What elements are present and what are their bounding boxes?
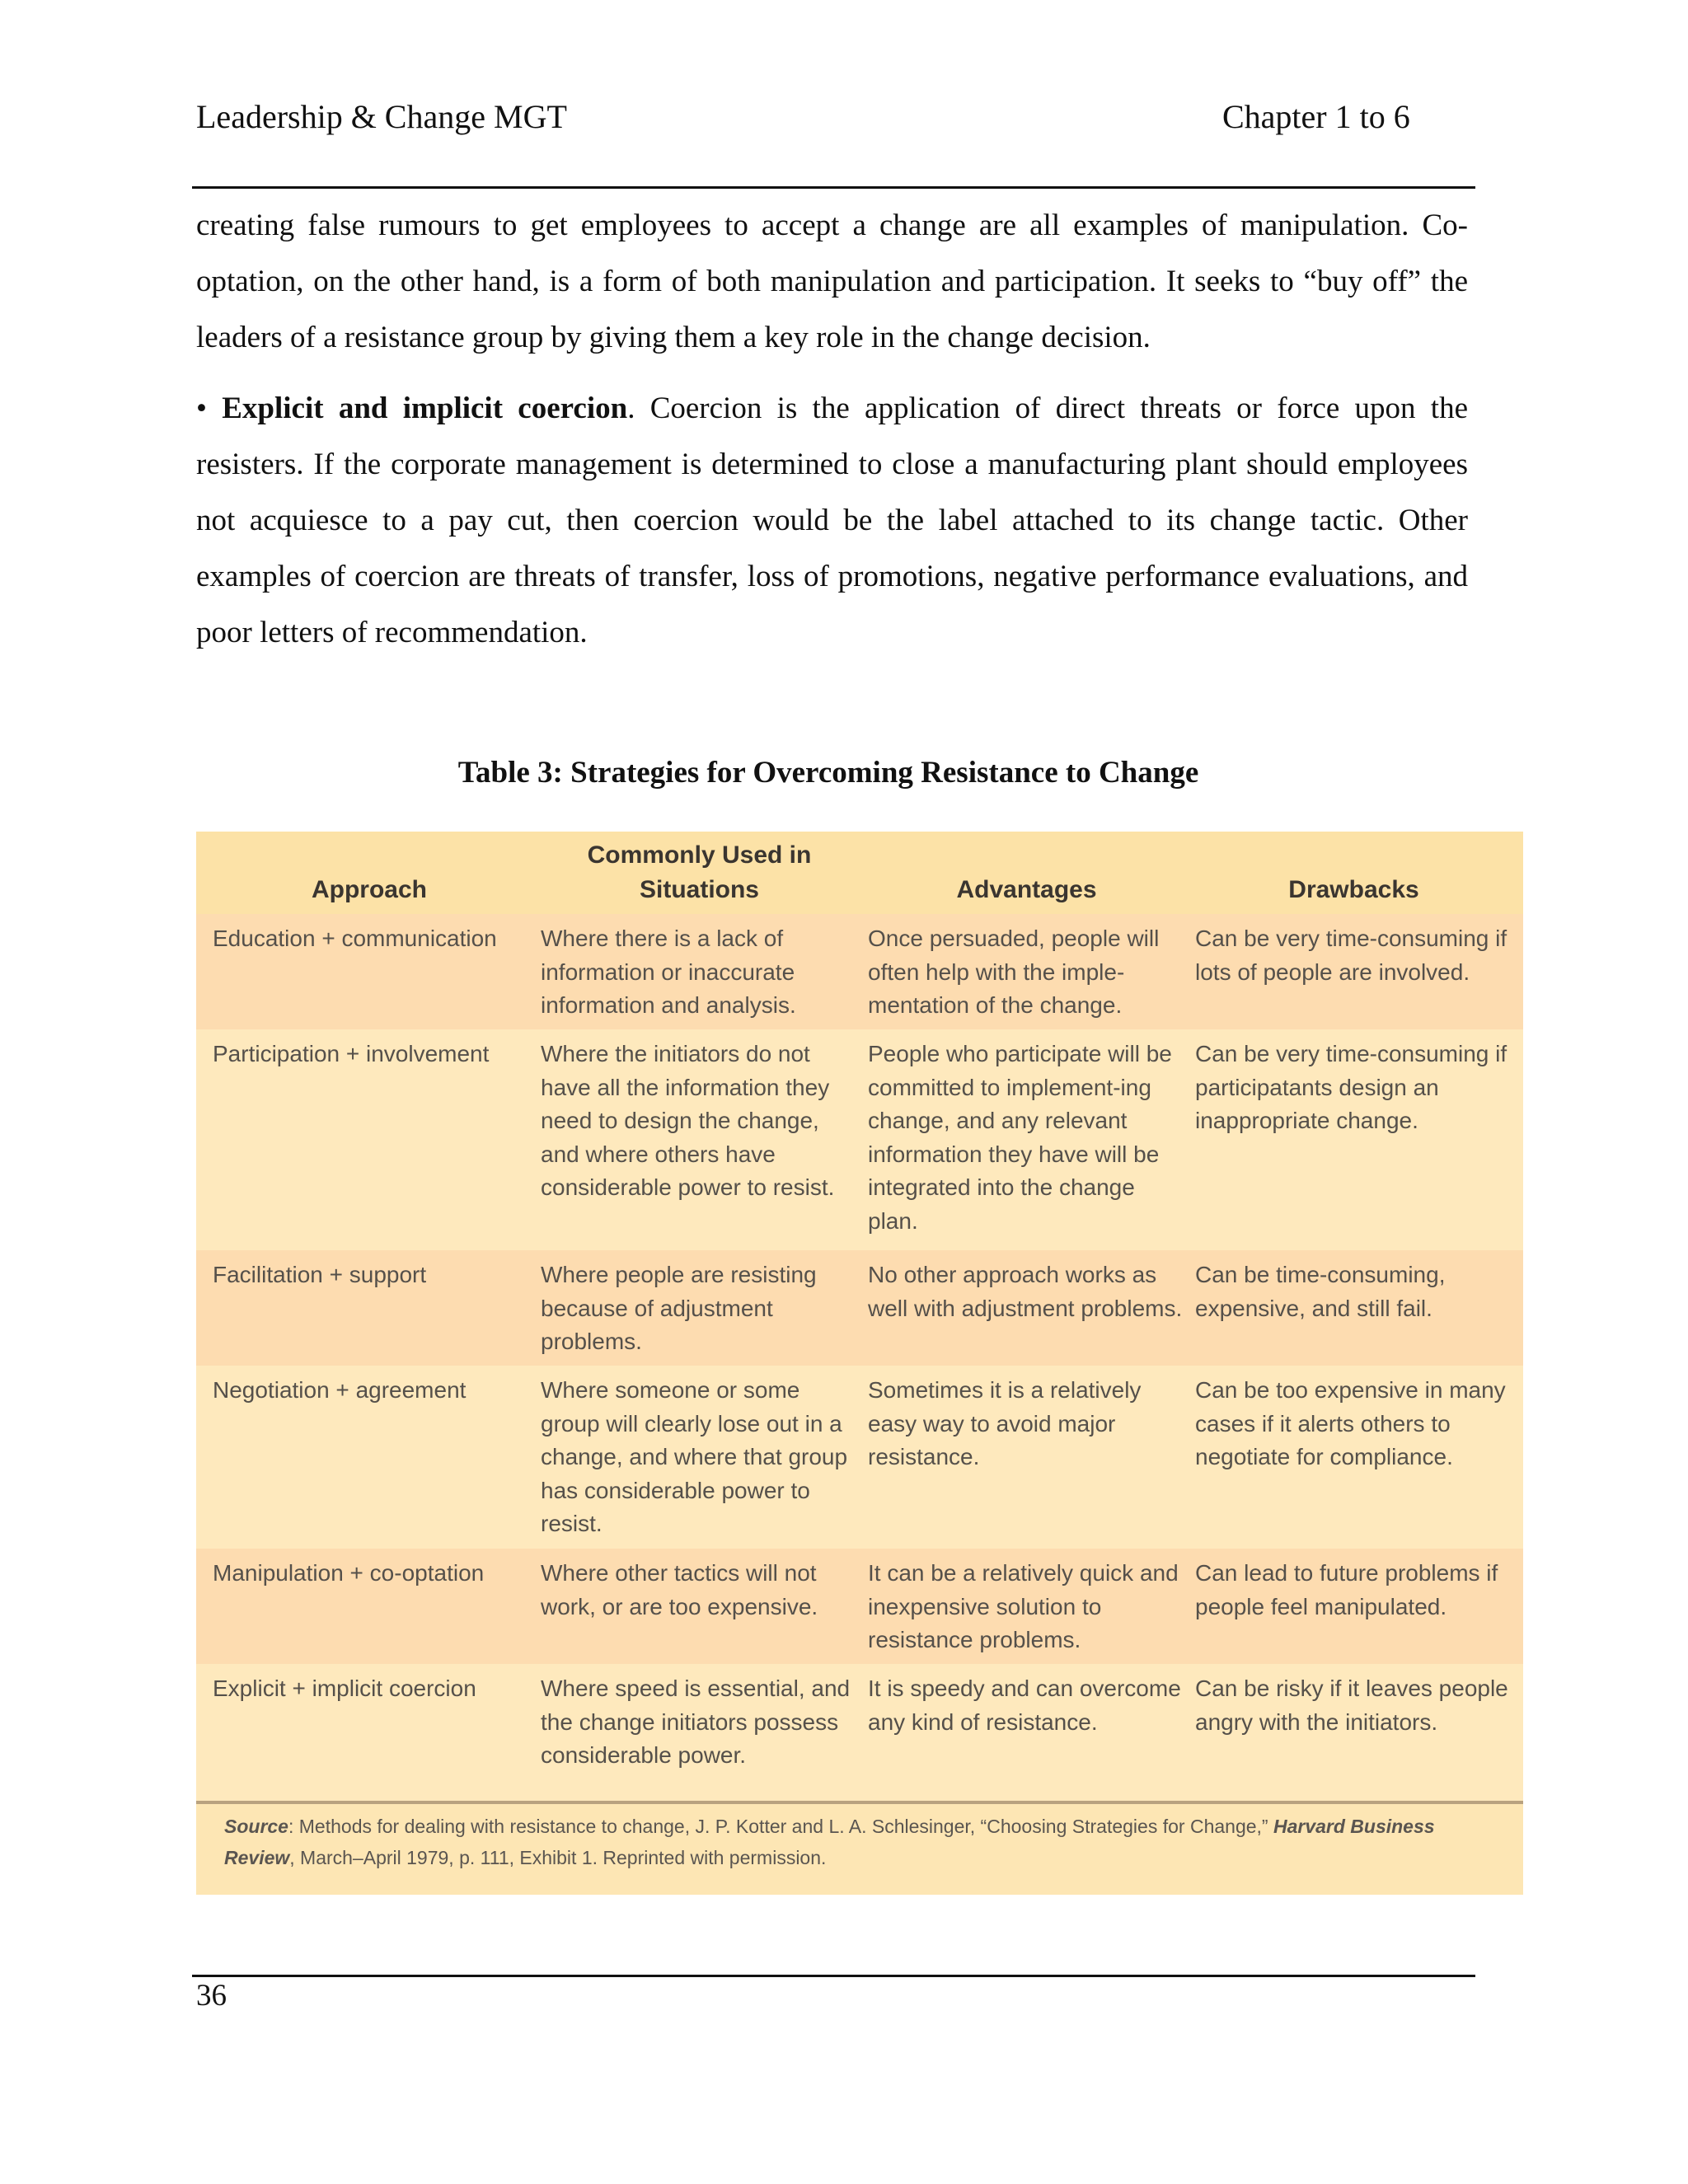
cell-approach: Participation + involvement: [213, 1041, 490, 1066]
cell-advantages: It is speedy and can overcome any kind of resistance.: [868, 1675, 1181, 1735]
table-header-row: [196, 832, 1523, 914]
strategies-table: [196, 832, 1523, 1895]
table-row: [196, 1549, 1523, 1664]
paragraph-text: . Coercion is the application of direct threats or force upon the resisters. If the corporate management is determined to close a manufacturing plant should employees not acquiesce to a pay cut, then coercion would be the label attached to its change tactic. Other examples of coercion are threats of transfer, loss of promotions, negative performance evaluations, and poor letters of recommendation.: [196, 391, 1468, 649]
footer-rule: [192, 1975, 1475, 1977]
header-approach: Approach: [311, 876, 427, 903]
table-source-note: [224, 1811, 1510, 1873]
cell-situations: Where speed is essential, and the change initiators possess considerable power.: [541, 1675, 851, 1768]
cell-advantages: Once persuaded, people will often help with the imple-mentation of the change.: [868, 926, 1160, 1018]
cell-situations: Where there is a lack of information or inaccurate information and analysis.: [541, 926, 796, 1018]
coercion-term: Explicit and implicit coercion: [222, 391, 628, 425]
source-label: Source: [224, 1816, 288, 1837]
header-drawbacks: Drawbacks: [1288, 876, 1419, 903]
cell-situations: Where other tactics will not work, or are too expensive.: [541, 1560, 818, 1619]
table-row: [196, 914, 1523, 1029]
cell-advantages: It can be a relatively quick and inexpensive solution to resistance problems.: [868, 1560, 1179, 1652]
paragraph-coercion: [196, 381, 1468, 661]
table-row: [196, 1664, 1523, 1801]
cell-drawbacks: Can be time-consuming, expensive, and still fail.: [1195, 1262, 1446, 1321]
header-book-title: Leadership & Change MGT: [196, 98, 567, 135]
cell-situations: Where people are resisting because of adjustment problems.: [541, 1262, 817, 1354]
header-situations: Commonly Used in Situations: [587, 841, 812, 903]
cell-approach: Manipulation + co-optation: [213, 1560, 485, 1586]
table-row: [196, 1029, 1523, 1250]
cell-approach: Explicit + implicit coercion: [213, 1675, 476, 1701]
cell-drawbacks: Can be very time-consuming if participatants design an inappropriate change.: [1195, 1041, 1507, 1133]
cell-advantages: No other approach works as well with adjustment problems.: [868, 1262, 1183, 1321]
cell-situations: Where someone or some group will clearly lose out in a change, and where that group has considerable power to resist.: [541, 1377, 848, 1536]
source-rule: [196, 1801, 1523, 1804]
cell-advantages: Sometimes it is a relatively easy way to avoid major resistance.: [868, 1377, 1142, 1469]
cell-drawbacks: Can be too expensive in many cases if it alerts others to negotiate for compliance.: [1195, 1377, 1506, 1469]
source-tail: , March–April 1979, p. 111, Exhibit 1. Reprinted with permission.: [289, 1847, 827, 1868]
header-chapter: Chapter 1 to 6: [1222, 98, 1410, 135]
cell-approach: Facilitation + support: [213, 1262, 427, 1287]
cell-situations: Where the initiators do not have all the information they need to design the change, and where others have considerable power to resist.: [541, 1041, 835, 1200]
cell-drawbacks: Can be very time-consuming if lots of people are involved.: [1195, 926, 1507, 985]
header-rule: [192, 186, 1475, 189]
header-advantages: Advantages: [956, 876, 1097, 903]
cell-approach: Education + communication: [213, 926, 497, 951]
table-row: [196, 1250, 1523, 1366]
paragraph-manipulation: [196, 198, 1468, 366]
cell-drawbacks: Can be risky if it leaves people angry with the initiators.: [1195, 1675, 1508, 1735]
table-title: Table 3: Strategies for Overcoming Resistance to Change: [457, 756, 1199, 790]
source-journal: Harvard Business Review: [224, 1816, 1435, 1868]
cell-drawbacks: Can lead to future problems if people feel manipulated.: [1195, 1560, 1498, 1619]
paragraph-text: creating false rumours to get employees to accept a change are all examples of manipulation. Co-optation, on the other hand, is a form of both manipulation and participation. It seeks to “buy off” the leaders of a resistance group by giving them a key role in the change decision.: [196, 209, 1468, 354]
table-row: [196, 1366, 1523, 1549]
page-number: 36: [196, 1979, 227, 2013]
bullet: •: [196, 391, 223, 425]
cell-approach: Negotiation + agreement: [213, 1377, 467, 1403]
cell-advantages: People who participate will be committed to implement-ing change, and any relevant information they have will be integrated into the change plan.: [868, 1041, 1172, 1234]
source-text: : Methods for dealing with resistance to change, J. P. Kotter and L. A. Schlesinger, “Choosing Strategies for Change,”: [288, 1816, 1273, 1837]
